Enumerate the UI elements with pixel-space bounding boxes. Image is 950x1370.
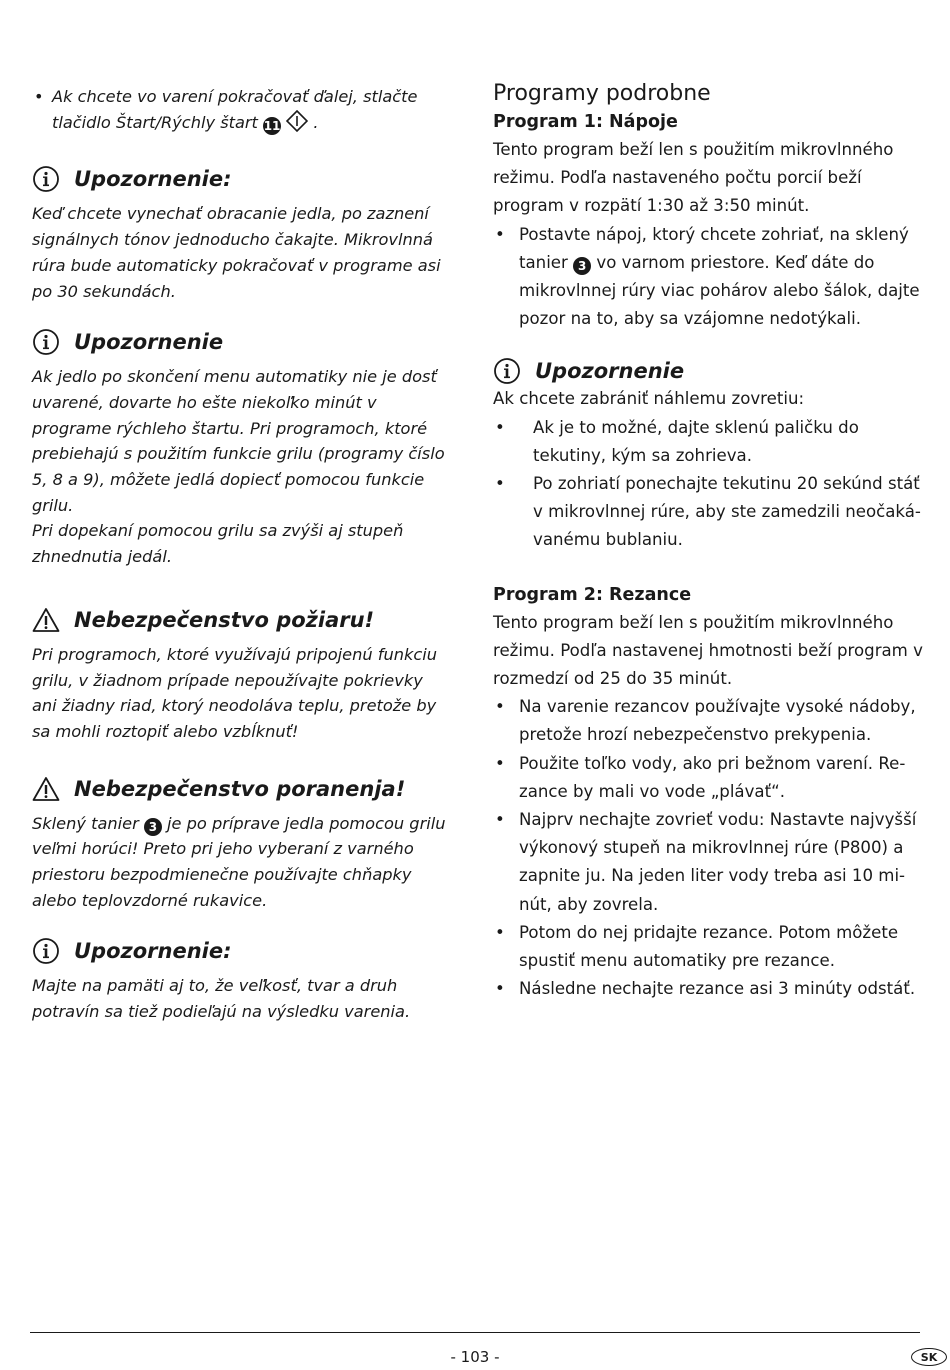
- info-icon: [493, 357, 521, 385]
- warning-text-prefix: Sklený tanier: [32, 813, 139, 833]
- start-diamond-icon: [286, 110, 308, 132]
- warning-text-suffix: je po príprave jedla pomocou grilu veľmi horúci! Preto pri jeho vyberaní z varného priestoru bezpodmienečne používajte chňapky alebo teplovzdorné rukavice.: [32, 813, 446, 910]
- list-item: [493, 693, 925, 749]
- bullet-dot: •: [495, 753, 505, 773]
- notice-text: Ak jedlo po skončení menu automatiky nie je dosť uvarené, dovarte ho ešte niekoľko minút v programe rýchleho štartu. Pri programoch, ktoré prebiehajú s použitím funkcie grilu (programy číslo 5, 8 a 9), môžete jedlá dopiecť pomocou funkcie grilu.: [32, 367, 445, 515]
- notice-intro: Ak chcete zabrániť náhlemu zovretiu:: [493, 389, 805, 409]
- notice-title: Upozornenie:: [74, 939, 232, 964]
- intro-bullet-text: Ak chcete vo varení pokračovať ďalej, stlačte tlačidlo Štart/Rýchly štart: [52, 87, 418, 132]
- notice-title: Upozornenie: [74, 330, 224, 355]
- bullet-text: Ak je to možné, dajte sklenú paličku do tekutiny, kým sa zohrieva.: [533, 417, 859, 465]
- list-item: [493, 919, 925, 975]
- list-item: [493, 221, 925, 334]
- bullet-dot: •: [495, 810, 505, 830]
- bullet-text: Následne nechajte rezance asi 3 minúty odstáť.: [519, 979, 916, 999]
- notice-text: Keď chcete vynechať obracanie jedla, po zaznení signálnych tónov jednoducho čakajte. Mikrovlnná rúra bude automaticky pokračovať v programe asi po 30 sekundách.: [32, 204, 441, 301]
- bullet-text: Použite toľko vody, ako pri bežnom varení. Re-zance by mali vo vode „plávať“.: [519, 753, 906, 801]
- list-item: [493, 414, 925, 470]
- bullet-text: Po zohriatí ponechajte tekutinu 20 sekúnd stáť v mikrovlnnej rúre, aby ste zamedzili neočaká-vanému bublaniu.: [533, 474, 921, 550]
- bullet-dot: •: [34, 87, 44, 106]
- bullet-text: Potom do nej pridajte rezance. Potom môžete spustiť menu automatiky pre rezance.: [519, 922, 899, 971]
- intro-bullet-list: [32, 84, 452, 135]
- left-column: [32, 80, 452, 1025]
- bullet-text-suffix: vo varnom priestore. Keď dáte do mikrovlnnej rúry viac pohárov alebo šálok, dajte pozor na to, aby sa vzájomne nedotýkali.: [519, 252, 920, 329]
- bullet-dot: •: [495, 922, 505, 942]
- list-item: [493, 470, 925, 555]
- program-title: Program 1: Nápoje: [493, 112, 678, 132]
- notice-text: Pri dopekaní pomocou grilu sa zvýši aj stupeň zhnednutia jedál.: [32, 521, 404, 567]
- notice-title: Upozornenie:: [74, 167, 232, 192]
- program-text: Tento program beží len s použitím mikrovlnného režimu. Podľa nastavenej hmotnosti beží program v rozmedzí od 25 do 35 minút.: [493, 612, 923, 689]
- info-icon: [32, 165, 60, 193]
- program2-bullet-list: [493, 693, 925, 1003]
- notice-bullet-list: [493, 414, 925, 555]
- notice-title: Upozornenie: [535, 359, 685, 384]
- warning-triangle-icon: [32, 607, 60, 633]
- warning-text: Pri programoch, ktoré využívajú pripojenú funkciu grilu, v žiadnom prípade nepoužívajte pokrievky ani žiadny riad, ktorý neodoláva teplu, pretože by sa mohli roztopiť alebo vzbĺknuť!: [32, 644, 438, 741]
- page-number: - 103 -: [450, 1348, 500, 1366]
- list-item: [493, 750, 925, 806]
- number-badge: 11: [263, 118, 281, 133]
- bullet-dot: •: [495, 474, 505, 494]
- program-title: Program 2: Rezance: [493, 584, 692, 605]
- warning-heading: [32, 606, 452, 634]
- warning-text: [32, 811, 452, 914]
- bullet-text: Najprv nechajte zovrieť vodu: Nastavte najvyšší výkonový stupeň na mikrovlnnej rúre (P800) a zapnite ju. Na jeden liter vody treba asi 10 mi-nút, aby zovrela.: [519, 810, 917, 914]
- language-badge: SK: [911, 1348, 947, 1366]
- bullet-dot: •: [495, 697, 505, 717]
- bullet-dot: •: [495, 417, 505, 437]
- bullet-text-prefix: Postavte nápoj, ktorý chcete zohriať, na sklený tanier: [519, 224, 909, 272]
- notice-heading: [493, 357, 925, 385]
- list-item: [493, 975, 925, 1003]
- notice-heading: [32, 165, 452, 193]
- warning-title: Nebezpečenstvo poranenja!: [74, 776, 406, 801]
- warning-heading: [32, 775, 452, 803]
- number-badge: 3: [144, 818, 162, 836]
- notice-text: Majte na pamäti aj to, že veľkosť, tvar a druh potravín sa tiež podieľajú na výsledku varenia.: [32, 976, 411, 1022]
- warning-title: Nebezpečenstvo požiaru!: [74, 607, 375, 632]
- intro-bullet-suffix: .: [313, 112, 319, 132]
- section-heading: Programy podrobne: [493, 81, 711, 106]
- info-icon: [32, 937, 60, 965]
- notice-heading: [32, 937, 452, 965]
- program1-bullet-list: [493, 221, 925, 334]
- program-text: Tento program beží len s použitím mikrovlnného režimu. Podľa nastaveného počtu porcií beží program v rozpätí 1:30 až 3:50 minút.: [493, 140, 894, 216]
- list-item: [32, 84, 452, 135]
- info-icon: [32, 328, 60, 356]
- bullet-dot: •: [495, 979, 505, 999]
- right-column: [493, 80, 925, 1003]
- bullet-dot: •: [495, 224, 505, 244]
- number-badge: 3: [573, 257, 591, 275]
- bullet-text: Na varenie rezancov používajte vysoké nádoby, pretože hrozí nebezpečenstvo prekypenia.: [519, 697, 916, 745]
- notice-heading: [32, 328, 452, 356]
- list-item: [493, 806, 925, 919]
- warning-triangle-icon: [32, 776, 60, 802]
- footer-divider: [30, 1332, 920, 1333]
